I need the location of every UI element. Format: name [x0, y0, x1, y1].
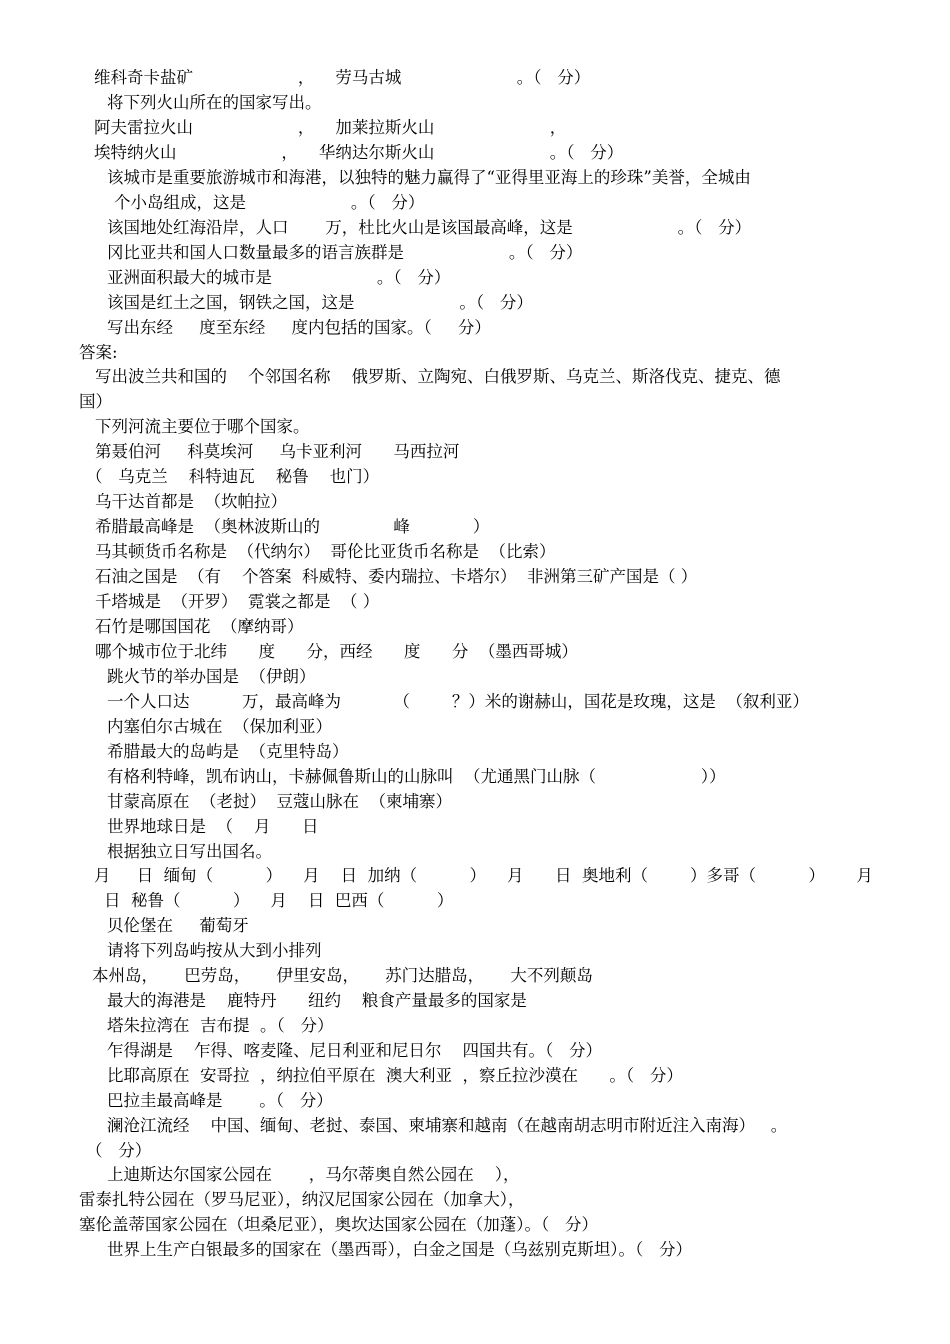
text-line: 埃特纳火山 ， 华纳达尔斯火山 。（ 分） — [94, 143, 624, 162]
text-line: 上迪斯达尔国家公园在 ，马尔蒂奥自然公园在 ）， — [107, 1165, 520, 1184]
text-line: 根据独立日写出国名。 — [107, 842, 272, 861]
text-line: 马其顿货币名称是 （代纳尔） 哥伦比亚货币名称是 （比索） — [95, 542, 556, 561]
text-line: 冈比亚共和国人口数量最多的语言族群是 。（ 分） — [107, 243, 583, 262]
text-line: 该城市是重要旅游城市和海港，以独特的魅力赢得了“亚得里亚海上的珍珠”美誉，全城由 — [107, 168, 751, 187]
text-line: 月 日 缅甸（ ） 月 日 加纳（ ） 月 日 奥地利（ ）多哥（ ） 月 — [94, 866, 873, 885]
text-line: 维科奇卡盐矿 ， 劳马古城 。（ 分） — [94, 68, 591, 87]
text-line: 该国地处红海沿岸，人口 万，杜比火山是该国最高峰，这是 。（ 分） — [107, 218, 752, 237]
text-line: 写出波兰共和国的 个邻国名称 俄罗斯、立陶宛、白俄罗斯、乌克兰、斯洛伐克、捷克、德 — [95, 367, 781, 386]
text-line: 国） — [79, 392, 112, 411]
text-line: 最大的海港是 鹿特丹 纽约 粮食产量最多的国家是 — [107, 991, 527, 1010]
text-line: 下列河流主要位于哪个国家。 — [95, 417, 310, 436]
text-line: 石竹是哪国国花 （摩纳哥） — [95, 617, 304, 636]
text-line: 哪个城市位于北纬 度 分，西经 度 分 （墨西哥城） — [95, 642, 578, 661]
text-line: 该国是红土之国，钢铁之国，这是 。（ 分） — [107, 293, 533, 312]
text-line: 乍得湖是 乍得、喀麦隆、尼日利亚和尼日尔 四国共有。（ 分） — [107, 1041, 602, 1060]
text-line: 雷泰扎特公园在（罗马尼亚），纳汉尼国家公园在（加拿大）， — [79, 1190, 525, 1209]
text-line: （ 分） — [86, 1141, 152, 1160]
text-line: 世界上生产白银最多的国家在（墨西哥），白金之国是（乌兹别克斯坦）。（ 分） — [107, 1240, 692, 1259]
text-line: （ 乌克兰 科特迪瓦 秘鲁 也门） — [86, 467, 380, 486]
text-line: 将下列火山所在的国家写出。 — [107, 93, 322, 112]
text-line: 个小岛组成，这是 。（ 分） — [114, 193, 425, 212]
text-line: 世界地球日是 （ 月 日 — [107, 817, 319, 836]
text-line: 跳火节的举办国是 （伊朗） — [107, 667, 316, 686]
text-line: 第聂伯河 科莫埃河 乌卡亚利河 马西拉河 — [95, 442, 460, 461]
text-line: 乌干达首都是 （坎帕拉） — [95, 492, 287, 511]
text-line: 写出东经 度至东经 度内包括的国家。（ 分） — [107, 318, 491, 337]
text-line: 有格利特峰，凯布讷山，卡赫佩鲁斯山的山脉叫 （尤通黑门山脉（ ）） — [107, 767, 726, 786]
text-line: 比耶高原在 安哥拉 ，纳拉伯平原在 澳大利亚 ，察丘拉沙漠在 。（ 分） — [107, 1066, 683, 1085]
text-line: 石油之国是 （有 个答案 科威特、委内瑞拉、卡塔尔） 非洲第三矿产国是（ ） — [95, 567, 698, 586]
text-line: 亚洲面积最大的城市是 。（ 分） — [107, 268, 451, 287]
text-line: 塔朱拉湾在 吉布提 。（ 分） — [107, 1016, 334, 1035]
text-line: 贝伦堡在 葡萄牙 — [107, 916, 249, 935]
answer-heading: 答案: — [79, 343, 118, 362]
text-line: 希腊最高峰是 （奥林波斯山的 峰 ） — [95, 517, 490, 536]
text-line: 一个人口达 万，最高峰为 （ ？）米的谢赫山，国花是玫瑰，这是 （叙利亚） — [107, 692, 809, 711]
text-line: 阿夫雷拉火山 ， 加莱拉斯火山 ， — [94, 118, 567, 137]
text-line: 本州岛， 巴劳岛， 伊里安岛， 苏门达腊岛， 大不列颠岛 — [92, 966, 593, 985]
text-line: 内塞伯尔古城在 （保加利亚） — [107, 717, 332, 736]
text-line: 希腊最大的岛屿是 （克里特岛） — [107, 742, 349, 761]
text-line: 塞伦盖蒂国家公园在（坦桑尼亚），奥坎达国家公园在（加蓬）。（ 分） — [79, 1215, 598, 1234]
text-line: 千塔城是 （开罗） 霓裳之都是 （ ） — [95, 592, 380, 611]
text-line: 日 秘鲁（ ） 月 日 巴西（ ） — [104, 891, 454, 910]
text-line: 请将下列岛屿按从大到小排列 — [107, 941, 322, 960]
text-line: 澜沧江流经 中国、缅甸、老挝、泰国、柬埔寨和越南（在越南胡志明市附近注入南海） 。 — [107, 1116, 788, 1135]
text-line: 巴拉圭最高峰是 。（ 分） — [107, 1091, 333, 1110]
text-line: 甘蒙高原在 （老挝） 豆蔻山脉在 （柬埔寨） — [107, 792, 452, 811]
